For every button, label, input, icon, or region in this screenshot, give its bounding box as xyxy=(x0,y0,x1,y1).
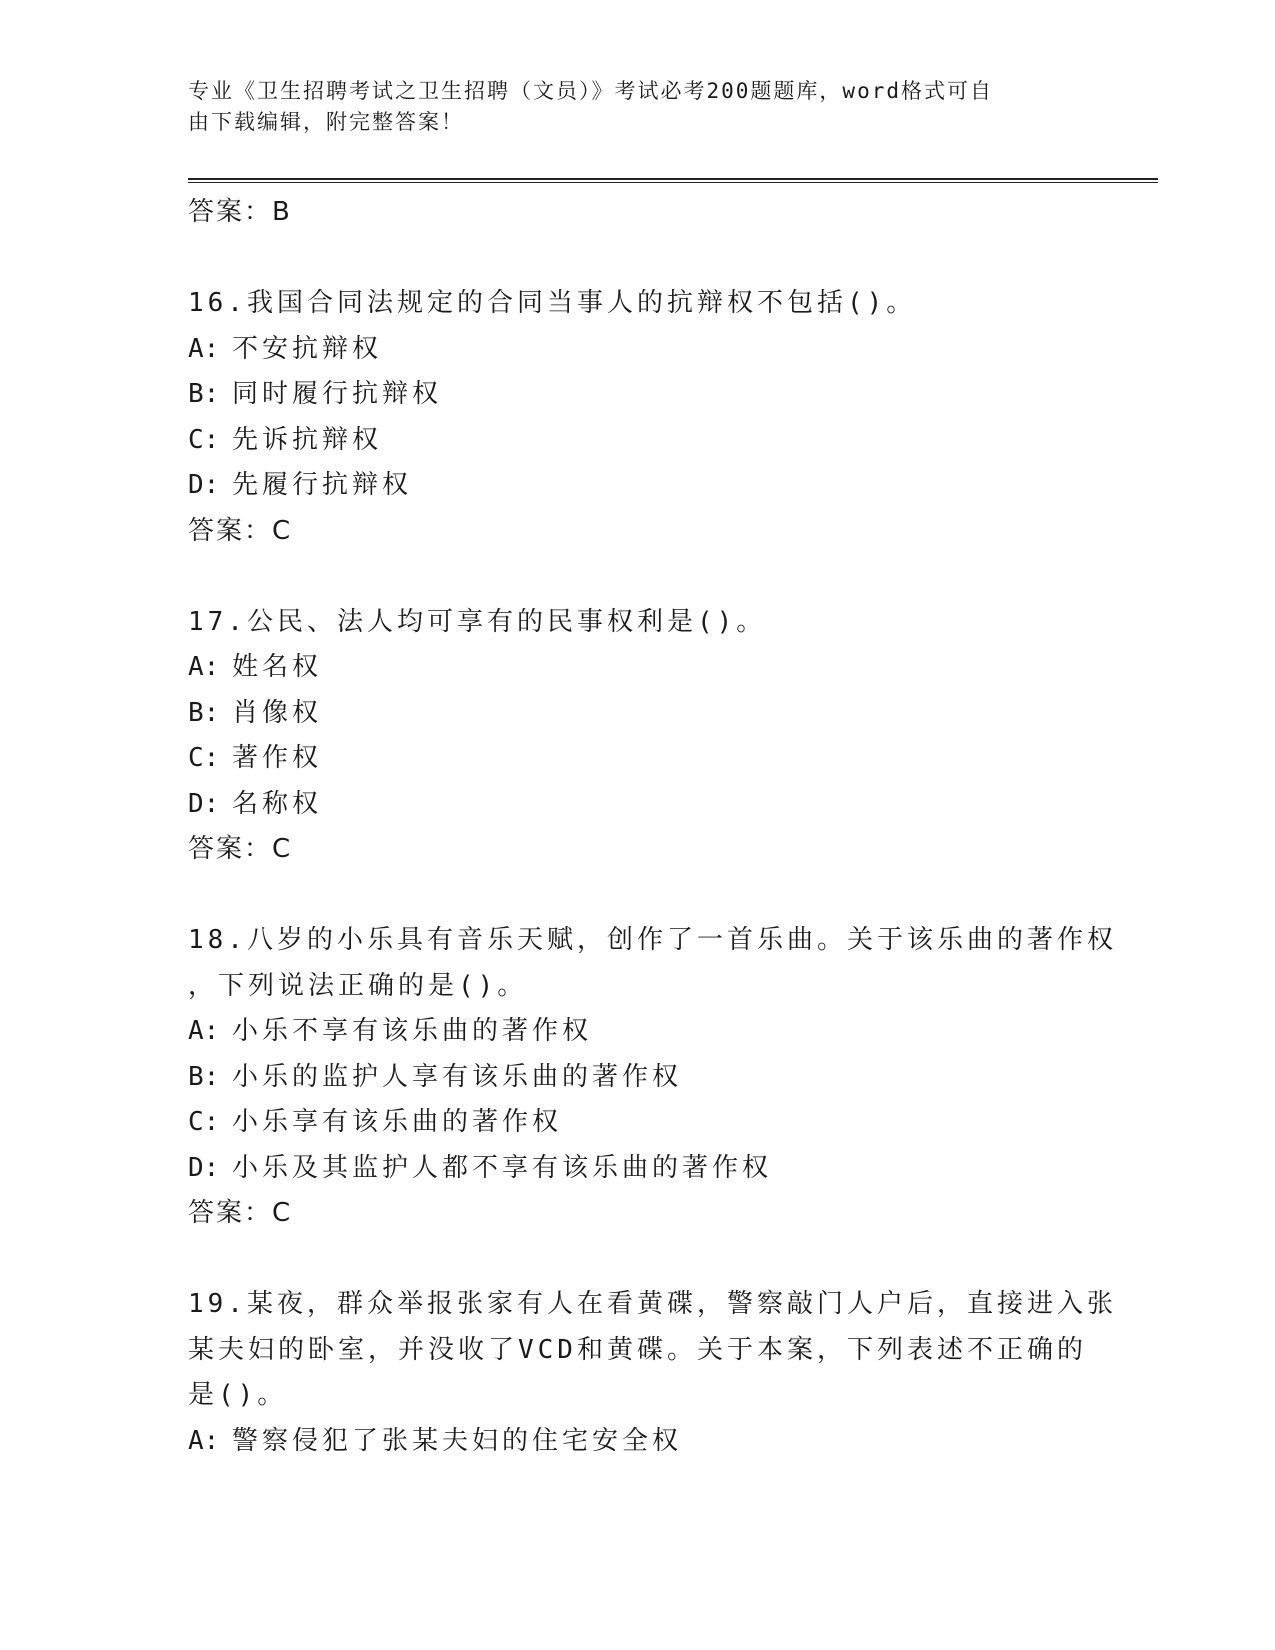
option-a xyxy=(188,645,1088,691)
option-b xyxy=(188,1055,1088,1101)
option-label: A: xyxy=(188,652,220,682)
question-text: 某夜，群众举报张家有人在看黄碟，警察敲门人户后，直接进入张 xyxy=(246,1289,1117,1319)
option-text: 姓名权 xyxy=(232,652,323,682)
spacer xyxy=(188,1237,1088,1283)
answer: 答案：C xyxy=(188,834,293,864)
option-label: C: xyxy=(188,424,220,455)
option-text: 著作权 xyxy=(232,743,323,773)
option-label: B: xyxy=(188,379,220,409)
header-divider xyxy=(188,178,1158,183)
question-list xyxy=(188,190,1117,1464)
option-d xyxy=(188,1146,1088,1192)
option-label: A: xyxy=(188,1425,220,1456)
question-stem-line-3: 是()。 xyxy=(188,1380,288,1410)
spacer xyxy=(188,236,1088,282)
spacer xyxy=(188,873,1088,919)
option-text: 肖像权 xyxy=(232,697,323,728)
option-a xyxy=(188,1419,1088,1465)
option-b xyxy=(188,372,1088,418)
option-text: 小乐及其监护人都不享有该乐曲的著作权 xyxy=(232,1152,773,1183)
option-text: 先履行抗辩权 xyxy=(232,470,413,500)
option-text: 名称权 xyxy=(232,788,323,819)
question-number: 16. xyxy=(188,288,247,318)
option-label: D: xyxy=(188,1152,220,1183)
option-label: D: xyxy=(188,788,220,819)
option-text: 不安抗辩权 xyxy=(232,333,383,364)
document-header xyxy=(188,76,1068,138)
question-text: 公民、法人均可享有的民事权利是()。 xyxy=(246,606,767,637)
option-label: C: xyxy=(188,1107,220,1137)
option-c xyxy=(188,418,1088,464)
option-text: 小乐不享有该乐曲的著作权 xyxy=(232,1016,593,1046)
option-text: 同时履行抗辩权 xyxy=(232,379,443,409)
option-label: B: xyxy=(188,697,220,728)
option-b xyxy=(188,691,1088,737)
question-number: 18. xyxy=(188,925,247,955)
answer: 答案：C xyxy=(188,515,293,546)
option-text: 警察侵犯了张某夫妇的住宅安全权 xyxy=(232,1425,683,1456)
question-19 xyxy=(188,1282,1117,1464)
question-stem-line-2: 某夫妇的卧室，并没收了VCD和黄碟。关于本案，下列表述不正确的 xyxy=(188,1334,1087,1365)
header-line-2: 由下载编辑，附完整答案！ xyxy=(188,110,464,134)
question-stem xyxy=(188,600,1088,646)
option-a xyxy=(188,1009,1088,1055)
option-label: B: xyxy=(188,1061,220,1092)
option-d xyxy=(188,463,1088,509)
question-number: 17. xyxy=(188,606,247,637)
option-label: A: xyxy=(188,1016,220,1046)
question-17 xyxy=(188,600,1088,873)
option-d xyxy=(188,782,1088,828)
question-18 xyxy=(188,918,1117,1237)
option-c xyxy=(188,1100,1088,1146)
question-text: 我国合同法规定的合同当事人的抗辩权不包括()。 xyxy=(246,288,917,318)
option-text: 小乐的监护人享有该乐曲的著作权 xyxy=(232,1061,683,1092)
option-label: C: xyxy=(188,743,220,773)
previous-answer: 答案：B xyxy=(188,197,292,227)
option-text: 先诉抗辩权 xyxy=(232,424,383,455)
spacer xyxy=(188,554,1088,600)
option-label: D: xyxy=(188,470,220,500)
answer: 答案：C xyxy=(188,1198,293,1228)
question-16 xyxy=(188,281,1088,554)
question-stem-line-1 xyxy=(188,1282,1117,1328)
option-label: A: xyxy=(188,333,220,364)
question-stem-line-1 xyxy=(188,918,1117,964)
question-text: 八岁的小乐具有音乐天赋，创作了一首乐曲。关于该乐曲的著作权 xyxy=(246,925,1117,955)
question-stem-line-2: ，下列说法正确的是()。 xyxy=(188,970,528,1001)
question-stem xyxy=(188,281,1088,327)
option-a xyxy=(188,327,1088,373)
header-line-1: 专业《卫生招聘考试之卫生招聘（文员）》考试必考200题题库，word格式可自 xyxy=(188,79,993,103)
option-c xyxy=(188,736,1088,782)
option-text: 小乐享有该乐曲的著作权 xyxy=(232,1107,563,1137)
question-number: 19. xyxy=(188,1289,247,1319)
